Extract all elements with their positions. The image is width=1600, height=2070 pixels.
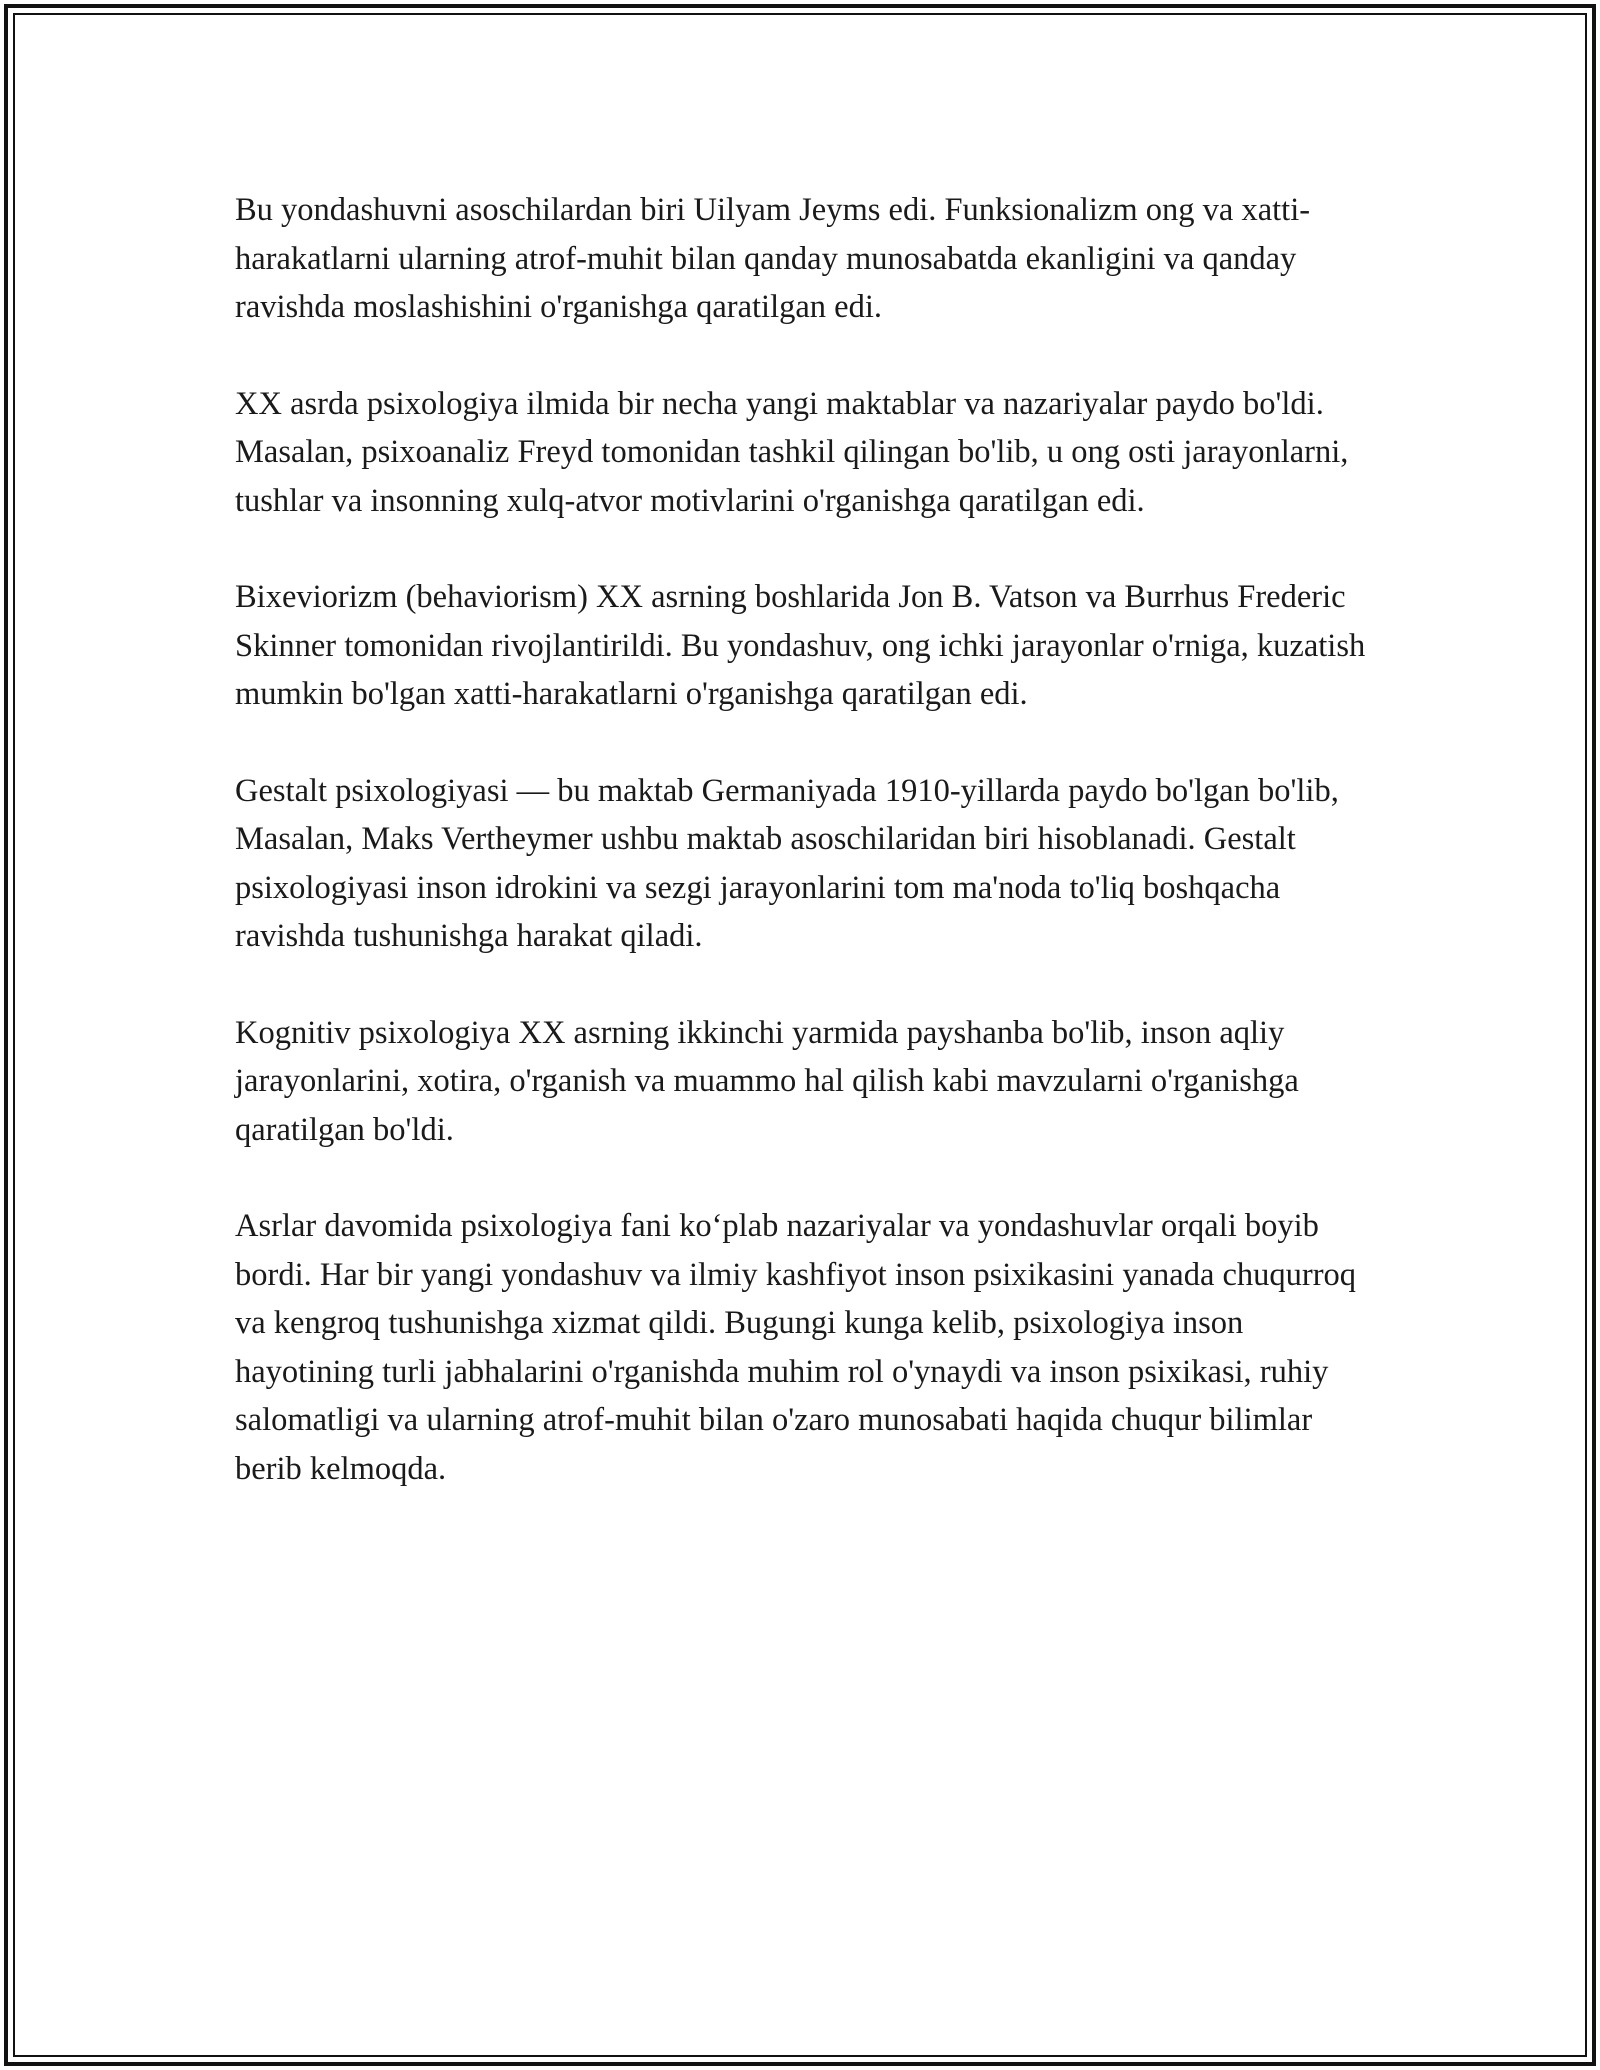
paragraph-cognitive: Kognitiv psixologiya XX asrning ikkinchi yarmida payshanba bo'lib, inson aqliy jarayonlarini, xotira, o'rganish va muammo hal qilish kabi mavzularni o'rganishga qaratilgan bo'ldi. (235, 1014, 1299, 1148)
paragraph-gestalt: Gestalt psixologiyasi — bu maktab Germaniyada 1910-yillarda paydo bo'lgan bo'lib, Masalan, Maks Vertheymer ushbu maktab asoschilaridan biri hisoblanadi. Gestalt psixologiyasi inson idrokini va sezgi jarayonlarini tom ma'noda to'liq boshqacha ravishda tushunishga harakat qiladi. (235, 772, 1339, 954)
paragraph-psychoanalysis: XX asrda psixologiya ilmida bir necha yangi maktablar va nazariyalar paydo bo'ldi. Masalan, psixoanaliz Freyd tomonidan tashkil qilingan bo'lib, u ong osti jarayonlarni, tushlar va insonning xulq-atvor motivlarini o'rganishga qaratilgan edi. (235, 385, 1349, 519)
paragraph-functionalism: Bu yondashuvni asoschilardan biri Uilyam Jeyms edi. Funksionalizm ong va xatti-harakatlarni ularning atrof-muhit bilan qanday munosabatda ekanligini va qanday ravishda moslashishini o'rganishga qaratilgan edi. (235, 192, 1311, 325)
document-body (235, 186, 1385, 1541)
paragraph-conclusion: Asrlar davomida psixologiya fani ko‘plab nazariyalar va yondashuvlar orqali boyib bordi. Har bir yangi yondashuv va ilmiy kashfiyot inson psixikasini yanada chuqurroq va kengroq tushunishga xizmat qildi. Bugungi kunga kelib, psixologiya inson hayotining turli jabhalarini o'rganishda muhim rol o'ynaydi va inson psixikasi, ruhiy salomatligi va ularning atrof-muhit bilan o'zaro munosabati haqida chuqur bilimlar berib kelmoqda. (235, 1208, 1357, 1487)
paragraph-behaviorism: Bixeviorizm (behaviorism) XX asrning boshlarida Jon B. Vatson va Burrhus Frederic Skinner tomonidan rivojlantirildi. Bu yondashuv, ong ichki jarayonlar o'rniga, kuzatish mumkin bo'lgan xatti-harakatlarni o'rganishga qaratilgan edi. (235, 579, 1366, 712)
